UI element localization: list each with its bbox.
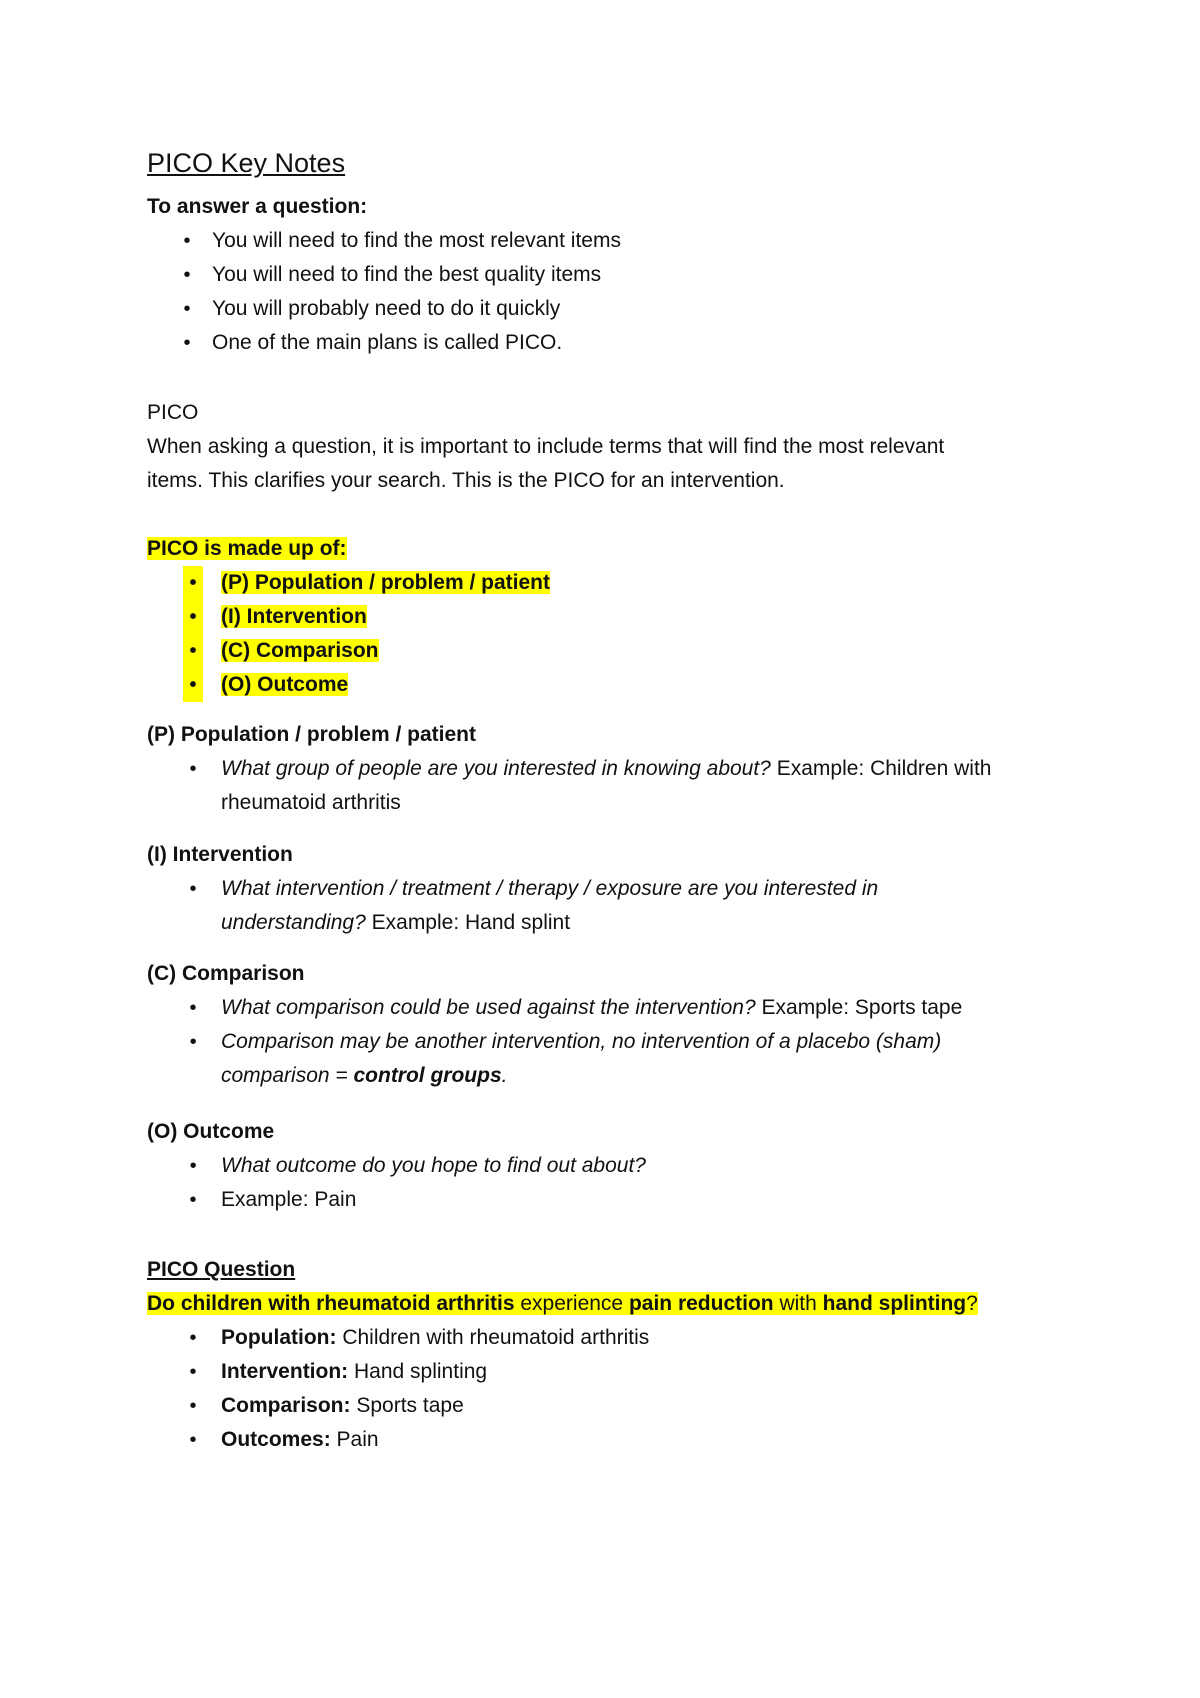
bullet-icon: • <box>189 1155 197 1177</box>
list-item: • (C) Comparison <box>147 634 1067 668</box>
list-item: • What intervention / treatment / therapy / exposure are you interested in understanding? Example: Hand splint <box>147 872 1067 940</box>
list-item: • What group of people are you interested in knowing about? Example: Children with rheumatoid arthritis <box>147 752 1067 820</box>
list-item: • What outcome do you hope to find out about? <box>147 1149 1067 1183</box>
bullet-icon: • <box>189 1395 197 1417</box>
page-title: PICO Key Notes <box>147 148 346 178</box>
list-item: • (I) Intervention <box>147 600 1067 634</box>
list-item: • One of the main plans is called PICO. <box>147 326 1067 360</box>
pico-question-list <box>147 1321 1067 1457</box>
bullet-icon: • <box>189 1429 197 1451</box>
list-item: • You will need to find the most relevant items <box>147 224 1067 258</box>
bullet-icon: • <box>189 1189 197 1211</box>
pico-question-heading: PICO Question <box>147 1258 296 1281</box>
bullet-icon: • <box>183 668 203 702</box>
intervention-heading: (I) Intervention <box>147 843 293 866</box>
bullet-icon: • <box>183 634 203 668</box>
bullet-icon: • <box>183 332 191 354</box>
bullet-icon: • <box>189 1031 197 1053</box>
bullet-icon: • <box>189 1327 197 1349</box>
intervention-section <box>147 838 1067 940</box>
list-item: • (P) Population / problem / patient <box>147 566 1067 600</box>
bullet-icon: • <box>183 298 191 320</box>
list-item: • What comparison could be used against the intervention? Example: Sports tape <box>147 991 1067 1025</box>
list-item: • You will probably need to do it quickly <box>147 292 1067 326</box>
comparison-heading: (C) Comparison <box>147 962 305 985</box>
made-up-of-section <box>147 532 1067 702</box>
population-section <box>147 718 1067 820</box>
list-item: • Comparison: Sports tape <box>147 1389 1067 1423</box>
intro-section <box>147 190 1067 360</box>
comparison-section <box>147 957 1067 1093</box>
bullet-icon: • <box>189 997 197 1019</box>
pico-question-section <box>147 1253 1067 1457</box>
pico-question-text: Do children with rheumatoid arthritis experience pain reduction with hand splinting? <box>147 1292 978 1315</box>
made-up-of-heading: PICO is made up of: <box>147 537 347 560</box>
made-up-of-list <box>147 566 1067 702</box>
bullet-icon: • <box>183 230 191 252</box>
list-item: • You will need to find the best quality items <box>147 258 1067 292</box>
population-heading: (P) Population / problem / patient <box>147 723 476 746</box>
bullet-icon: • <box>189 878 197 900</box>
outcome-section <box>147 1115 1067 1217</box>
pico-paragraph-line: When asking a question, it is important to include terms that will find the most relevant <box>147 435 945 458</box>
pico-paragraph-line: items. This clarifies your search. This is the PICO for an intervention. <box>147 469 785 492</box>
bullet-icon: • <box>189 1361 197 1383</box>
pico-section <box>147 396 1067 498</box>
bullet-icon: • <box>183 566 203 600</box>
outcome-heading: (O) Outcome <box>147 1120 275 1143</box>
list-item: • Outcomes: Pain <box>147 1423 1067 1457</box>
list-item: • (O) Outcome <box>147 668 1067 702</box>
list-item: • Intervention: Hand splinting <box>147 1355 1067 1389</box>
intro-heading: To answer a question: <box>147 195 368 218</box>
list-item: • Example: Pain <box>147 1183 1067 1217</box>
bullet-icon: • <box>183 264 191 286</box>
bullet-icon: • <box>183 600 203 634</box>
bullet-icon: • <box>189 758 197 780</box>
list-item: • Population: Children with rheumatoid arthritis <box>147 1321 1067 1355</box>
intro-list <box>147 224 1067 360</box>
pico-heading: PICO <box>147 401 199 424</box>
list-item: • Comparison may be another intervention, no intervention of a placebo (sham) comparison = control groups. <box>147 1025 1067 1093</box>
